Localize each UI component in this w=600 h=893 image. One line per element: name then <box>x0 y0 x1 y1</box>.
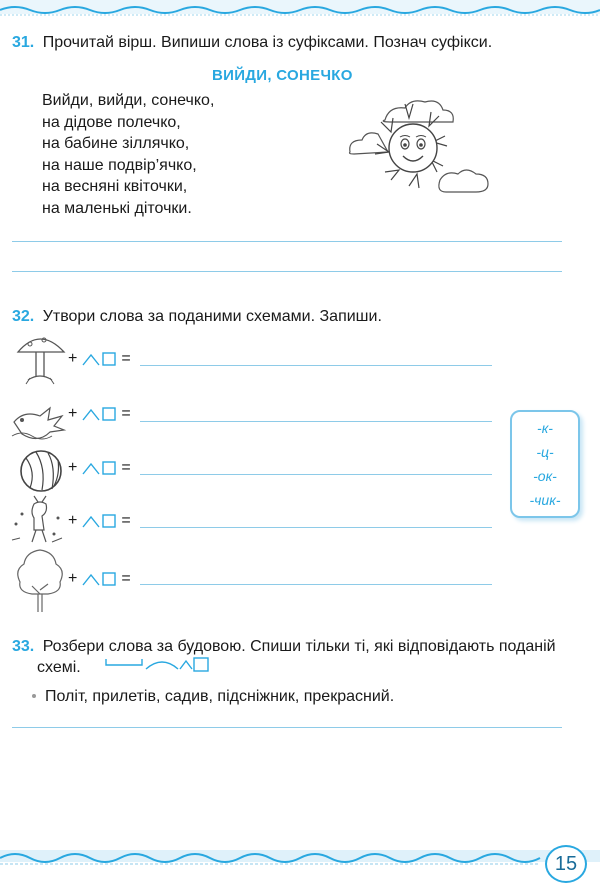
suffix-root-scheme-icon <box>81 571 117 587</box>
answer-line[interactable] <box>140 474 492 475</box>
tree-icon <box>14 546 66 614</box>
exercise-33-instruction: Розбери слова за будовою. Спиши тільки ті, які відповідають поданій <box>42 638 556 655</box>
word-structure-scheme-icon <box>104 655 210 673</box>
suffix-root-scheme-icon <box>81 513 117 529</box>
equals-sign: = <box>121 570 131 587</box>
exercise-33-number: 33. <box>12 638 35 655</box>
poem-line: на маленькі діточки. <box>42 199 192 217</box>
plus-sign: + <box>68 459 78 476</box>
ball-icon <box>14 448 68 494</box>
poem-title: ВИЙДИ, СОНЕЧКО <box>212 67 353 84</box>
answer-line[interactable] <box>140 527 492 528</box>
equals-sign: = <box>121 512 131 529</box>
exercise-33-heading <box>12 637 582 657</box>
exercise-33-instruction-line-2: схемі. <box>37 659 81 676</box>
plus-sign: + <box>68 512 78 529</box>
formula-row-1 <box>68 350 131 368</box>
mushroom-icon <box>14 330 66 386</box>
formula-row-3 <box>68 459 131 477</box>
exercise-31-number: 31. <box>12 34 35 51</box>
exercise-33-words: Політ, прилетів, садив, підсніжник, прекрасний. <box>45 688 395 705</box>
poem-line: на дідове полечко, <box>42 113 181 131</box>
writing-line[interactable] <box>12 271 562 272</box>
plus-sign: + <box>68 350 78 367</box>
poem-line: на бабине зіллячко, <box>42 135 190 153</box>
equals-sign: = <box>121 405 131 422</box>
fish-icon <box>8 402 70 442</box>
suffix-root-scheme-icon <box>81 351 117 367</box>
exercise-32-heading <box>12 307 382 327</box>
suffix-root-scheme-icon <box>81 406 117 422</box>
bullet-dot <box>32 694 36 698</box>
answer-line[interactable] <box>140 584 492 585</box>
poem <box>42 90 214 220</box>
writing-line[interactable] <box>12 727 562 728</box>
top-border-decoration <box>0 0 600 22</box>
page-number: 15 <box>545 845 587 883</box>
formula-row-4 <box>68 512 131 530</box>
suffix-root-scheme-icon <box>81 460 117 476</box>
equals-sign: = <box>121 350 131 367</box>
poem-line: Вийди, вийди, сонечко, <box>42 92 215 109</box>
goat-icon <box>8 494 68 546</box>
plus-sign: + <box>68 570 78 587</box>
plus-sign: + <box>68 405 78 422</box>
suffix-item: -ок- <box>533 468 557 484</box>
exercise-32-instruction: Утвори слова за поданими схемами. Запиши. <box>42 308 382 325</box>
exercise-31-instruction: Прочитай вірш. Випиши слова із суфіксами. Познач суфікси. <box>42 34 493 51</box>
poem-line: на наше подвір’ячко, <box>42 156 197 174</box>
exercise-32-number: 32. <box>12 308 35 325</box>
formula-row-5 <box>68 570 131 588</box>
suffix-item: -ц- <box>536 444 554 460</box>
bottom-border-decoration <box>0 840 600 893</box>
answer-line[interactable] <box>140 421 492 422</box>
exercise-31-heading <box>12 33 492 53</box>
suffix-item: -чик- <box>529 492 561 508</box>
writing-line[interactable] <box>12 241 562 242</box>
answer-line[interactable] <box>140 365 492 366</box>
sun-illustration <box>345 92 495 212</box>
equals-sign: = <box>121 459 131 476</box>
suffix-item: -к- <box>537 420 553 436</box>
suffix-list-box <box>510 410 580 518</box>
formula-row-2 <box>68 405 131 423</box>
poem-line: на весняні квіточки, <box>42 178 188 196</box>
